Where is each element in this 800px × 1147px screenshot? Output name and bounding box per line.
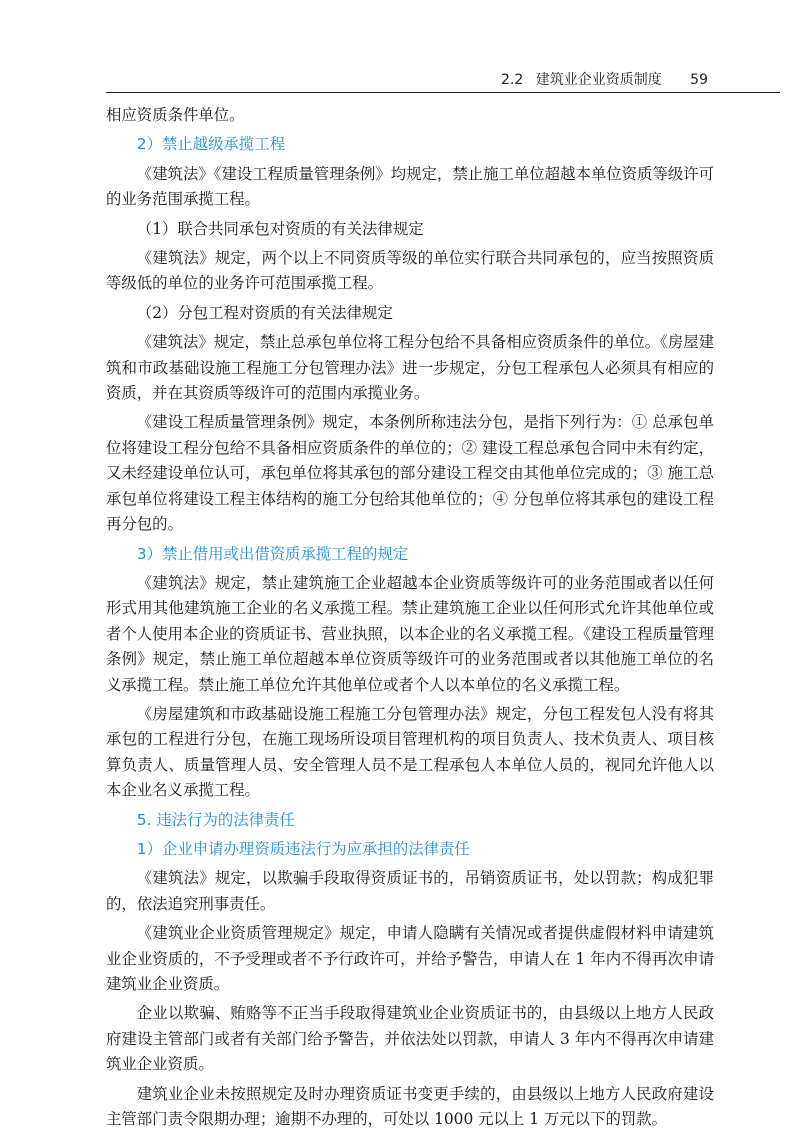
section-heading: 5. 违法行为的法律责任 — [136, 810, 295, 829]
paragraph: 相应资质条件单位。 — [106, 106, 245, 124]
paragraph: 《建设工程质量管理条例》规定，本条例所称违法分包，是指下列行为：① 总承包单位将建设工程分包给不具备相应资质条件的单位的；② 建设工程总承包合同中未有约定，又未经建设单位认可，承包单位将其承包的部分建设工程交由其他单位完成的；③ 施工总承包单位将建设工程主体结构的施工分包给其他单位的；④ 分包单位将其承包的建设工程再分包的。 — [106, 413, 714, 534]
page-body — [106, 103, 714, 1136]
paragraph: 《建筑业企业资质管理规定》规定，申请人隐瞒有关情况或者提供虚假材料申请建筑业企业资质的，不予受理或者不予行政许可，并给予警告，申请人在 1 年内不得再次申请建筑业企业资质。 — [106, 924, 714, 993]
subsection-heading: 2）禁止越级承揽工程 — [136, 135, 286, 154]
subsection-heading: 3）禁止借用或出借资质承揽工程的规定 — [136, 544, 409, 563]
header-text — [501, 69, 708, 89]
section-title: 建筑业企业资质制度 — [535, 72, 662, 88]
section-number: 2.2 — [501, 72, 524, 88]
running-header — [0, 62, 800, 96]
page-number: 59 — [690, 72, 708, 88]
paragraph: 《建筑法》规定，以欺骗手段取得资质证书的，吊销资质证书，处以罚款；构成犯罪的，依法追究刑事责任。 — [106, 869, 714, 913]
paragraph: 《房屋建筑和市政基础设施工程施工分包管理办法》规定，分包工程发包人没有将其承包的工程进行分包，在施工现场所设项目管理机构的项目负责人、技术负责人、项目核算负责人、质量管理人员、安全管理人员不是工程承包人本单位人员的，视同允许他人以本企业名义承揽工程。 — [106, 704, 714, 800]
paragraph: 《建筑法》《建设工程质量管理条例》均规定，禁止施工单位超越本单位资质等级许可的业务范围承揽工程。 — [106, 164, 714, 209]
paragraph: 建筑业企业未按照规定及时办理资质证书变更手续的，由县级以上地方人民政府建设主管部门责令限期办理；逾期不办理的，可处以 1000 元以上 1 万元以下的罚款。 — [106, 1084, 714, 1129]
header-rule — [106, 92, 780, 93]
paragraph: 《建筑法》规定，两个以上不同资质等级的单位实行联合共同承包的，应当按照资质等级低的单位的业务许可范围承揽工程。 — [106, 249, 714, 293]
paragraph: （1）联合共同承包对资质的有关法律规定 — [136, 219, 424, 238]
subsection-heading: 1）企业申请办理资质违法行为应承担的法律责任 — [136, 839, 470, 858]
paragraph: 《建筑法》规定，禁止建筑施工企业超越本企业资质等级许可的业务范围或者以任何形式用其他建筑施工企业的名义承揽工程。禁止建筑施工企业以任何形式允许其他单位或者个人使用本企业的资质证书、营业执照，以本企业的名义承揽工程。《建设工程质量管理条例》规定，禁止施工单位超越本单位资质等级许可的业务范围或者以其他施工单位的名义承揽工程。禁止施工单位允许其他单位或者个人以本单位的名义承揽工程。 — [106, 573, 714, 694]
paragraph: 企业以欺骗、贿赂等不正当手段取得建筑业企业资质证书的，由县级以上地方人民政府建设主管部门或者有关部门给予警告，并依法处以罚款，申请人 3 年内不得再次申请建筑业企业资质。 — [106, 1004, 714, 1074]
paragraph: 《建筑法》规定，禁止总承包单位将工程分包给不具备相应资质条件的单位。《房屋建筑和市政基础设施工程施工分包管理办法》进一步规定，分包工程承包人必须具有相应的资质，并在其资质等级许可的范围内承揽业务。 — [106, 333, 714, 403]
paragraph: （2）分包工程对资质的有关法律规定 — [136, 303, 393, 322]
